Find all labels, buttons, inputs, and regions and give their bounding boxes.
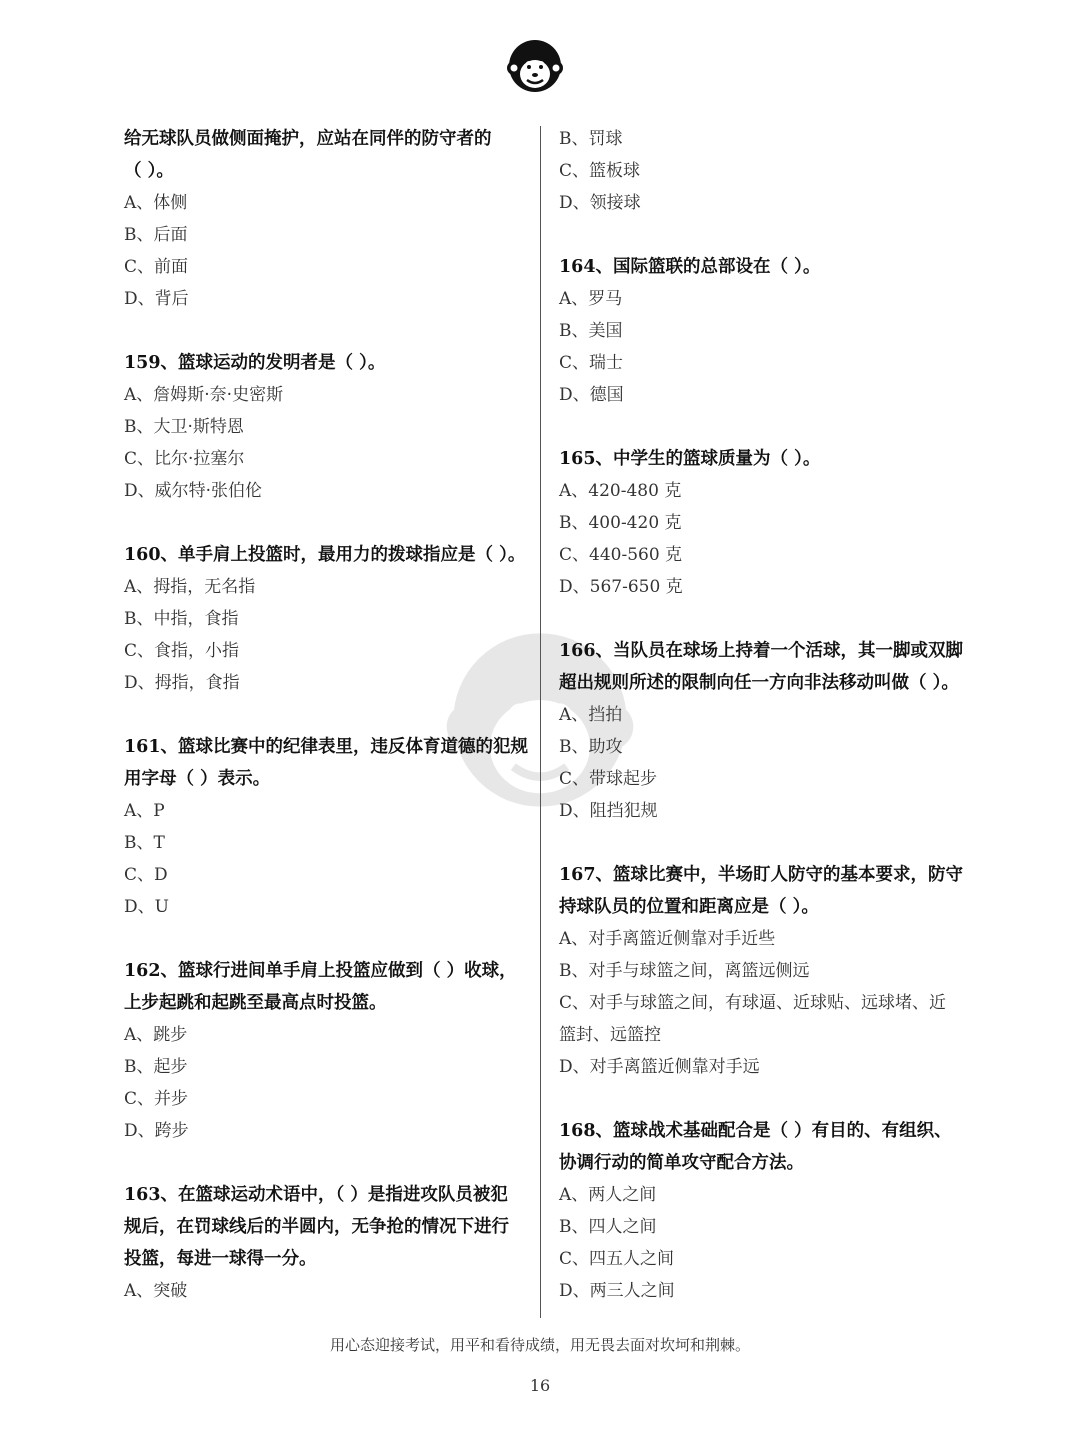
answer-option: B、T	[124, 833, 165, 853]
answer-option: B、对手与球篮之间，离篮远侧远	[559, 961, 810, 981]
answer-option: C、比尔·拉塞尔	[124, 449, 245, 469]
answer-option: A、挡拍	[559, 705, 623, 725]
question-text: 164、国际篮联的总部设在（ ）。	[559, 257, 821, 277]
answer-option: C、瑞士	[559, 353, 624, 373]
answer-option: D、567-650 克	[559, 577, 683, 597]
answer-option: A、詹姆斯·奈·史密斯	[124, 385, 284, 405]
question-text: 投篮，每进一球得一分。	[124, 1249, 317, 1269]
answer-option: D、对手离篮近侧靠对手远	[559, 1057, 760, 1077]
question-block	[124, 731, 529, 923]
question-text: 162、篮球行进间单手肩上投篮应做到（ ）收球，	[124, 961, 517, 981]
question-text: 160、单手肩上投篮时，最用力的拨球指应是（ ）。	[124, 545, 526, 565]
block-spacer	[559, 827, 979, 859]
answer-option: D、背后	[124, 289, 189, 309]
question-block	[124, 347, 529, 507]
question-text: 给无球队员做侧面掩护，应站在同伴的防守者的	[124, 129, 492, 149]
block-spacer	[559, 219, 979, 251]
footer-motto: 用心态迎接考试，用平和看待成绩，用无畏去面对坎坷和荆棘。	[329, 1336, 750, 1354]
answer-option: A、P	[124, 801, 165, 821]
answer-option: B、中指，食指	[124, 609, 239, 629]
page-number: 16	[529, 1376, 551, 1395]
answer-option: A、420-480 克	[559, 481, 682, 501]
answer-option: B、美国	[559, 321, 623, 341]
answer-option: D、两三人之间	[559, 1281, 675, 1301]
question-text: 持球队员的位置和距离应是（ ）。	[559, 897, 819, 917]
question-text: 161、篮球比赛中的纪律表里，违反体育道德的犯规	[124, 737, 529, 757]
answer-option: C、对手与球篮之间，有球逼、近球贴、远球堵、近	[559, 993, 947, 1013]
answer-option: A、对手离篮近侧靠对手近些	[559, 929, 776, 949]
question-text: 规后，在罚球线后的半圆内，无争抢的情况下进行	[124, 1217, 509, 1237]
answer-option: B、四人之间	[559, 1217, 657, 1237]
question-block	[559, 635, 979, 827]
question-text: 166、当队员在球场上持着一个活球，其一脚或双脚	[559, 641, 964, 661]
answer-option: A、突破	[124, 1281, 188, 1301]
question-text: 超出规则所述的限制向任一方向非法移动叫做（ ）。	[559, 673, 959, 693]
answer-option: A、两人之间	[559, 1185, 657, 1205]
question-text: 协调行动的简单攻守配合方法。	[559, 1153, 804, 1173]
question-block	[124, 539, 529, 699]
answer-option: C、前面	[124, 257, 189, 277]
question-text: 163、在篮球运动术语中，（ ）是指进攻队员被犯	[124, 1185, 508, 1205]
question-block	[559, 443, 979, 603]
question-block	[559, 1115, 979, 1307]
question-text: 165、中学生的篮球质量为（ ）。	[559, 449, 821, 469]
answer-option: B、罚球	[559, 129, 623, 149]
answer-option: C、食指，小指	[124, 641, 240, 661]
block-spacer	[559, 411, 979, 443]
answer-option: B、助攻	[559, 737, 623, 757]
answer-option: C、440-560 克	[559, 545, 683, 565]
monkey-mascot-icon	[505, 36, 565, 96]
answer-option: B、起步	[124, 1057, 188, 1077]
answer-option: D、跨步	[124, 1121, 189, 1141]
answer-option: B、大卫·斯特恩	[124, 417, 244, 437]
block-spacer	[124, 507, 529, 539]
answer-option: C、四五人之间	[559, 1249, 675, 1269]
answer-option: B、400-420 克	[559, 513, 682, 533]
question-text: 159、篮球运动的发明者是（ ）。	[124, 353, 386, 373]
answer-option: D、威尔特·张伯伦	[124, 481, 263, 501]
answer-option: A、罗马	[559, 289, 623, 309]
answer-option: 篮封、远篮控	[559, 1025, 661, 1045]
block-spacer	[559, 1083, 979, 1115]
answer-option: D、德国	[559, 385, 624, 405]
question-text: 用字母（ ）表示。	[124, 769, 271, 789]
question-text: （ ）。	[124, 161, 174, 181]
question-text: 167、篮球比赛中，半场盯人防守的基本要求，防守	[559, 865, 964, 885]
answer-option: C、D	[124, 865, 168, 885]
answer-option: D、拇指，食指	[124, 673, 240, 693]
left-column	[124, 123, 529, 1307]
answer-option: D、领接球	[559, 193, 641, 213]
right-column	[559, 123, 979, 1307]
block-spacer	[124, 699, 529, 731]
block-spacer	[124, 1147, 529, 1179]
answer-option: C、带球起步	[559, 769, 658, 789]
answer-option: A、跳步	[124, 1025, 188, 1045]
question-block	[124, 955, 529, 1147]
answer-option: C、篮板球	[559, 161, 641, 181]
question-block	[124, 1179, 529, 1307]
answer-option: A、拇指，无名指	[124, 577, 256, 597]
column-divider	[540, 126, 541, 1318]
question-block	[124, 123, 529, 315]
question-block	[559, 251, 979, 411]
question-text: 168、篮球战术基础配合是（ ）有目的、有组织、	[559, 1121, 952, 1141]
answer-option: A、体侧	[124, 193, 188, 213]
block-spacer	[559, 603, 979, 635]
block-spacer	[124, 923, 529, 955]
question-block	[559, 859, 979, 1083]
answer-option: D、阻挡犯规	[559, 801, 658, 821]
answer-option: C、并步	[124, 1089, 189, 1109]
answer-option: B、后面	[124, 225, 188, 245]
question-text: 上步起跳和起跳至最高点时投篮。	[124, 993, 387, 1013]
answer-option: D、U	[124, 897, 169, 917]
question-block	[559, 123, 979, 219]
block-spacer	[124, 315, 529, 347]
